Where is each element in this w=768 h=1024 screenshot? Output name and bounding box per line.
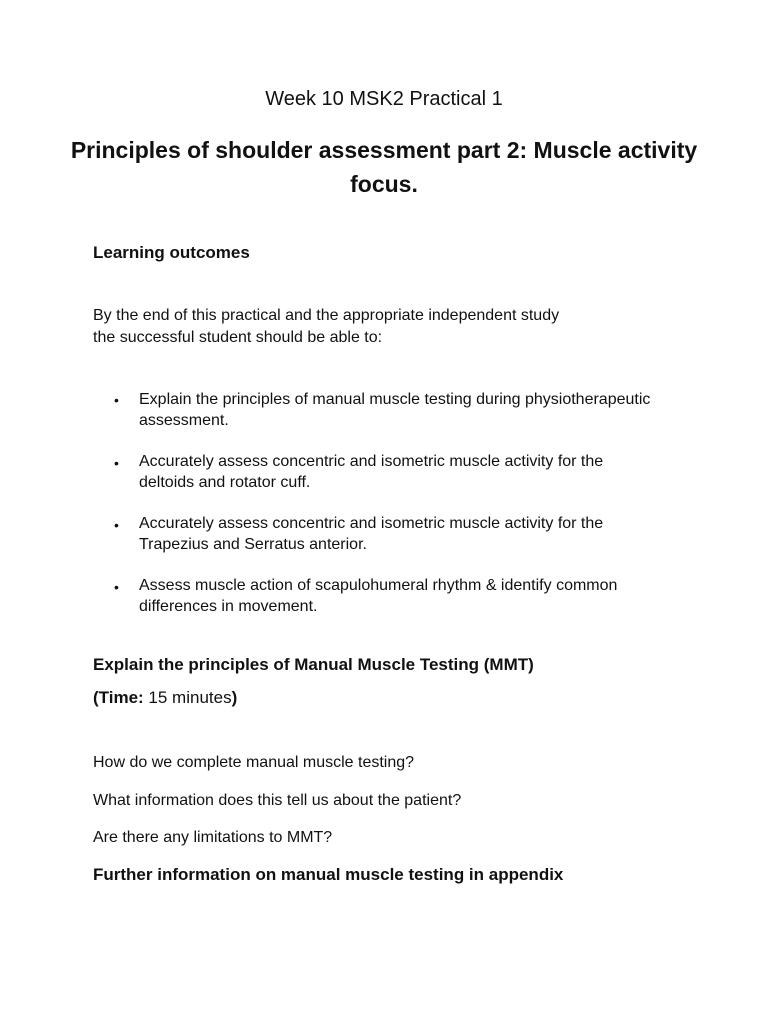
further-info-heading: Further information on manual muscle testing in appendix — [93, 865, 564, 884]
question-3: Are there any limitations to MMT? — [93, 829, 333, 846]
bullet-icon: • — [114, 579, 119, 595]
main-title: Principles of shoulder assessment part 2: Muscle activity focus. — [70, 137, 698, 197]
time-value: 15 minutes — [143, 688, 232, 707]
outcome-item-2-line-2: deltoids and rotator cuff. — [139, 474, 311, 491]
learning-outcomes-heading: Learning outcomes — [93, 243, 250, 262]
outcome-item-2-line-1: Accurately assess concentric and isometric muscle activity for the — [139, 453, 604, 470]
bullet-icon: • — [114, 392, 119, 408]
question-2: What information does this tell us about the patient? — [93, 792, 462, 809]
time-label: (Time: — [93, 688, 144, 707]
time-allocation — [93, 688, 237, 708]
outcome-item-1-line-2: assessment. — [139, 412, 229, 429]
mmt-heading: Explain the principles of Manual Muscle Testing (MMT) — [93, 655, 534, 674]
outcome-item-1-line-1: Explain the principles of manual muscle testing during physiotherapeutic — [139, 391, 651, 408]
outcome-item-4-line-1: Assess muscle action of scapulohumeral rhythm & identify common — [139, 577, 618, 594]
week-title: Week 10 MSK2 Practical 1 — [265, 88, 503, 110]
bullet-icon: • — [114, 455, 119, 471]
intro-line-2: the successful student should be able to: — [93, 329, 383, 346]
bullet-icon: • — [114, 517, 119, 533]
outcome-item-4-line-2: differences in movement. — [139, 598, 318, 615]
outcome-item-3-line-1: Accurately assess concentric and isometric muscle activity for the — [139, 515, 604, 532]
question-1: How do we complete manual muscle testing? — [93, 754, 415, 771]
time-close: ) — [231, 688, 238, 707]
outcome-item-3-line-2: Trapezius and Serratus anterior. — [139, 536, 367, 553]
intro-line-1: By the end of this practical and the appropriate independent study — [93, 307, 560, 324]
